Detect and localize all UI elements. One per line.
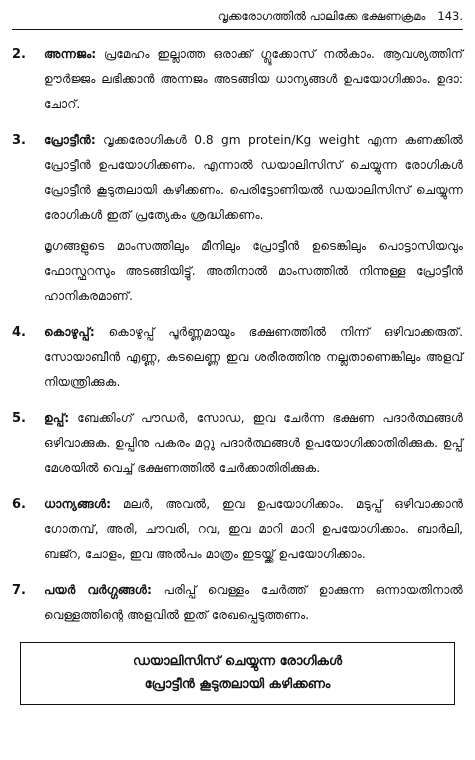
- note-line: ഡയാലിസിസ് ചെയ്യുന്ന രോഗികൾ: [132, 654, 343, 669]
- list-item: [12, 578, 463, 628]
- item-text: പരിപ്പ് വെള്ളം ചേർത്ത് ഉാക്കുന്ന ഒന്നായതിനാൽ വെള്ളത്തിന്റെ അളവിൽ ഇത് രേഖപ്പെടുത്തണം.: [44, 583, 464, 622]
- item-text: ബേക്കിംഗ് പൗഡർ, സോഡ, ഇവ ചേർന്ന ഭക്ഷണ പദാർത്ഥങ്ങൾ ഒഴിവാക്കുക. ഉപ്പിനു പകരം മറ്റു പദാർത്ഥങ്ങൾ ഉപയോഗിക്കാതിരിക്കുക. ഉപ്പ് മേശയിൽ വെച്ച് ഭക്ഷണത്തിൽ ചേർക്കാതിരിക്കുക.: [44, 411, 463, 475]
- header-title: വൃക്കരോഗത്തിൽ പാലിക്കേ ഭക്ഷണക്രമം: [217, 9, 426, 23]
- item-term: കൊഴുപ്പ്:: [44, 325, 95, 339]
- item-body: [44, 128, 463, 309]
- item-number: 4.: [12, 325, 26, 340]
- item-term: ഉപ്പ്:: [44, 411, 70, 425]
- item-text: പ്രമേഹം ഇല്ലാത്ത ഒരാക്ക് ഗ്ലൂക്കോസ് നൽകാം. ആവശ്യത്തിന് ഊർജ്ജം ലഭിക്കാൻ അന്നജം അടങ്ങിയ ധാന്യങ്ങൾ ഉപയോഗിക്കാം. ഉദാ: ചോറ്.: [44, 47, 463, 111]
- item-body: [44, 578, 463, 628]
- item-text: കൊഴുപ്പ് പൂർണ്ണമായും ഭക്ഷണത്തിൽ നിന്ന് ഒഴിവാക്കരുത്. സോയാബീൻ എണ്ണ, കടലെണ്ണ ഇവ ശരീരത്തിനു നല്ലതാണെങ്കിലും അളവ് നിയന്ത്രിക്കുക.: [44, 325, 463, 389]
- item-body: [44, 406, 463, 481]
- item-term: ധാന്യങ്ങൾ:: [44, 497, 111, 511]
- item-text: വൃക്കരോഗികൾ 0.8 gm protein/Kg weight എന്ന കണക്കിൽ പ്രോട്ടീൻ ഉപയോഗിക്കണം. എന്നാൽ ഡയാലിസിസ് ചെയ്യുന്ന രോഗികൾ പ്രോട്ടീൻ കൂടുതലായി കഴിക്കണം. പെരിട്ടോണിയൽ ഡയാലിസിസ് ചെയ്യുന്ന രോഗികൾ ഇത് പ്രത്യേകം ശ്രദ്ധിക്കണം.: [44, 133, 464, 222]
- item-body: [44, 320, 463, 395]
- list-item: [12, 128, 463, 309]
- list-item: [12, 492, 463, 567]
- item-text: മലർ, അവൽ, ഇവ ഉപയോഗിക്കാം. മടുപ്പ് ഒഴിവാക്കാൻ ഗോതമ്പ്, അരി, ചൗവരി, റവ, ഇവ മാറി മാറി ഉപയോഗിക്കാം. ബാർലി, ബജ്റ, ചോളം, ഇവ അൽപം മാത്രം ഇടയ്ക്ക് ഉപയോഗിക്കാം.: [44, 497, 464, 561]
- item-term: പ്രോട്ടീൻ:: [44, 133, 96, 147]
- list-item: [12, 42, 463, 117]
- item-number: 5.: [12, 411, 26, 426]
- list-item: [12, 406, 463, 481]
- item-number: 7.: [12, 583, 26, 598]
- item-text: മൃഗങ്ങളുടെ മാംസത്തിലും മീനിലും പ്രോട്ടീൻ ഉടെങ്കിലും പൊട്ടാസിയവും ഫോസ്ഫറസും അടങ്ങിയിട്ടു്. അതിനാൽ മാംസത്തിൽ നിന്നുള്ള പ്രോട്ടീൻ ഹാനികരമാണ്.: [44, 239, 463, 303]
- item-term: അന്നജം:: [44, 47, 97, 61]
- item-number: 6.: [12, 497, 26, 512]
- list-item: [12, 320, 463, 395]
- note-line: പ്രോട്ടീൻ കൂടുതലായി കഴിക്കണം: [144, 677, 331, 692]
- item-number: 3.: [12, 133, 26, 148]
- item-term: പയർ വർഗ്ഗങ്ങൾ:: [44, 583, 152, 597]
- running-header: [12, 0, 463, 30]
- highlight-note-box: [20, 642, 455, 705]
- item-number: 2.: [12, 47, 26, 62]
- page-number: 143.: [437, 9, 463, 23]
- item-body: [44, 42, 463, 117]
- item-body: [44, 492, 463, 567]
